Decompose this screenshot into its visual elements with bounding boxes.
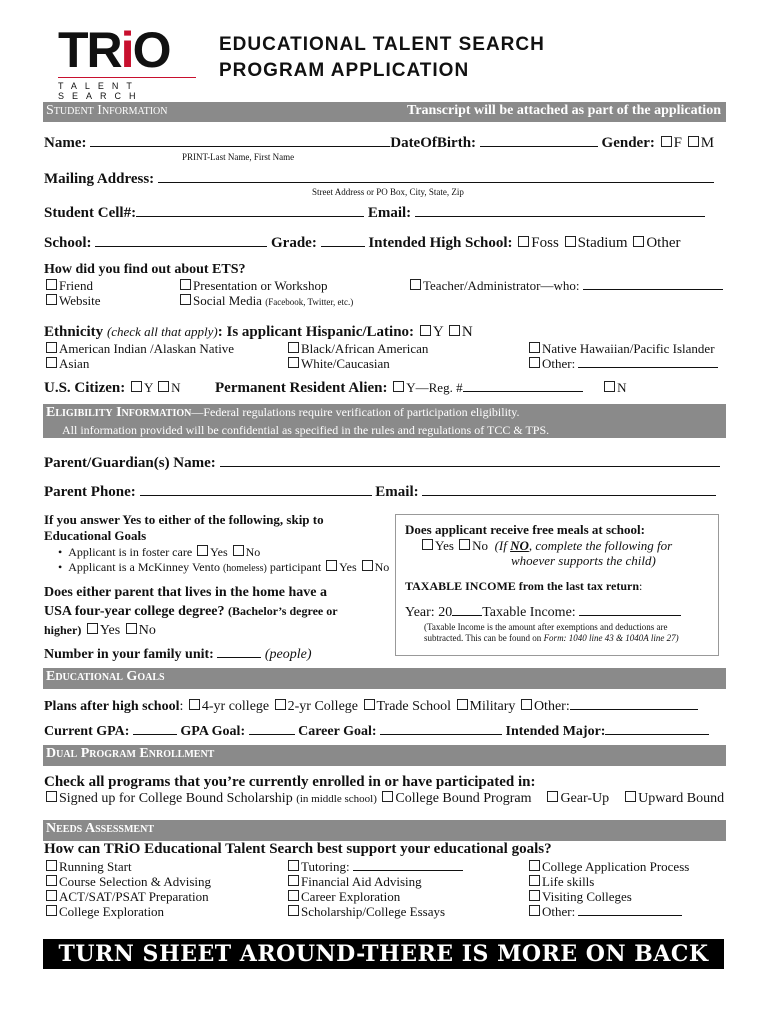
guardian-field[interactable]	[220, 454, 720, 467]
mckinney-yes-label: Yes	[339, 560, 357, 574]
guardian-label: Parent/Guardian(s) Name:	[44, 455, 216, 471]
income-label: Taxable Income:	[482, 605, 576, 620]
meals-no-checkbox[interactable]	[459, 539, 470, 550]
hispanic-yes-label: Y	[432, 324, 444, 340]
needs-item-label: Financial Aid Advising	[301, 874, 422, 889]
cbs-label: Signed up for College Bound Scholarship	[59, 791, 293, 806]
needs-col2	[286, 859, 463, 919]
cell-label: Student Cell#:	[44, 205, 137, 221]
needs-col1	[44, 859, 211, 919]
resident-row	[215, 380, 626, 397]
eth-other	[527, 356, 718, 372]
needs-item-label: Course Selection & Advising	[59, 874, 212, 889]
find-social-note: (Facebook, Twitter, etc.)	[265, 297, 354, 307]
foster-label: Applicant is in foster care	[68, 545, 193, 559]
degree-question-line1: Does either parent that lives in the home have a	[44, 585, 327, 600]
needs-application-checkbox[interactable]	[529, 860, 540, 871]
grade-field[interactable]	[321, 234, 365, 247]
page-title-line1: EDUCATIONAL TALENT SEARCH	[219, 34, 545, 55]
school-label: School:	[44, 235, 92, 251]
major-label: Intended Major:	[505, 724, 606, 739]
foster-row: • Applicant is in foster care Yes No	[58, 545, 261, 559]
resident-no-checkbox[interactable]	[604, 381, 615, 392]
needs-item	[527, 859, 689, 874]
needs-college-exploration-checkbox[interactable]	[46, 905, 57, 916]
needs-item	[527, 904, 689, 919]
degree-yes-checkbox[interactable]	[87, 623, 98, 634]
hs-other-checkbox[interactable]	[633, 236, 644, 247]
address-row	[44, 170, 714, 188]
mckinney-no-checkbox[interactable]	[362, 560, 373, 571]
needs-other-field[interactable]	[578, 905, 682, 916]
citizen-yes-checkbox[interactable]	[131, 381, 142, 392]
plans-military-label: Military	[469, 699, 516, 714]
meals-no-label: No	[472, 538, 489, 553]
needs-item-label: Running Start	[59, 859, 132, 874]
dual-question: Check all programs that you’re currently enrolled in or have participated in:	[44, 774, 536, 790]
gender-f-checkbox[interactable]	[661, 136, 672, 147]
find-presentation-checkbox[interactable]	[180, 279, 191, 290]
cbp-label: College Bound Program	[395, 791, 532, 806]
degree-no-label: No	[138, 623, 156, 638]
needs-other-checkbox[interactable]	[529, 905, 540, 916]
hs-stadium-checkbox[interactable]	[565, 236, 576, 247]
hs-stadium-label: Stadium	[577, 235, 628, 251]
plans-2yr-label: 2-yr College	[287, 699, 358, 714]
needs-life-skills-checkbox[interactable]	[529, 875, 540, 886]
needs-running-start-checkbox[interactable]	[46, 860, 57, 871]
goals-bar	[43, 668, 726, 689]
skip-question-line1: If you answer Yes to either of the following, skip to	[44, 512, 324, 527]
guardian-row	[44, 454, 720, 472]
needs-col3	[527, 859, 689, 919]
plans-row: Plans after high school: 4-yr college 2-yr College Trade School Military Other:	[44, 697, 698, 715]
career-goal-field[interactable]	[380, 722, 502, 735]
income-note2-text: subtracted. This can be found on	[424, 633, 542, 643]
resident-yes-checkbox[interactable]	[393, 381, 404, 392]
needs-item-label: ACT/SAT/PSAT Preparation	[59, 889, 209, 904]
participant-label: participant	[269, 560, 322, 574]
income-field[interactable]	[579, 605, 681, 616]
find-teacher-checkbox[interactable]	[410, 279, 421, 290]
family-unit: (people)	[264, 647, 312, 662]
plans-trade-label: Trade School	[376, 699, 452, 714]
upward-checkbox[interactable]	[625, 791, 636, 802]
turn-sheet-banner: TURN SHEET AROUND-THERE IS MORE ON BACK	[43, 939, 724, 969]
plans-2yr-checkbox[interactable]	[275, 699, 286, 710]
meals-yes-label: Yes	[435, 538, 454, 553]
eth-other-checkbox[interactable]	[529, 357, 540, 368]
eth-white	[286, 356, 390, 372]
name-hint: PRINT-Last Name, First Name	[182, 152, 295, 162]
hs-other-label: Other	[646, 235, 681, 251]
family-row	[44, 645, 312, 663]
name-row	[44, 134, 714, 152]
plans-4yr-label: 4-yr college	[201, 699, 270, 714]
plans-other-field[interactable]	[570, 697, 698, 710]
find-social	[178, 293, 353, 309]
needs-financial-aid-checkbox[interactable]	[288, 875, 299, 886]
confidential-note: All information provided will be confidential as specified in the rules and regulations of TCC & TPS.	[62, 423, 550, 437]
dob-label: DateOfBirth:	[390, 135, 477, 151]
transcript-note: Transcript will be attached as part of the application	[407, 103, 721, 118]
needs-title: Needs Assessment	[46, 821, 154, 836]
income-note1: (Taxable Income is the amount after exemptions and deductions are	[424, 622, 668, 632]
student-info-title: Student Information	[46, 103, 168, 118]
parent-email-field[interactable]	[422, 483, 716, 496]
needs-item	[527, 889, 689, 904]
taxable-title: TAXABLE INCOME from the last tax return:	[405, 579, 643, 593]
year-label: Year: 20	[405, 605, 453, 620]
degree-yes-label: Yes	[99, 623, 121, 638]
find-website-label: Website	[59, 293, 101, 308]
dual-options	[44, 791, 724, 807]
find-friend-checkbox[interactable]	[46, 279, 57, 290]
eth-am-indian-checkbox[interactable]	[46, 342, 57, 353]
find-social-label: Social Media	[193, 293, 262, 308]
skip-question	[44, 512, 324, 544]
needs-item	[286, 874, 463, 889]
ethnicity-row	[44, 324, 473, 341]
tutoring-field[interactable]	[353, 860, 463, 871]
needs-item-label: Life skills	[542, 874, 595, 889]
parent-phone-label: Parent Phone:	[44, 484, 136, 500]
eth-hawaiian-label: Native Hawaiian/Pacific Islander	[542, 341, 715, 356]
needs-item	[286, 904, 463, 919]
year-field[interactable]	[452, 605, 482, 616]
logo-subtitle: TALENT SEARCH	[58, 81, 144, 101]
plans-label: Plans after high school	[44, 699, 180, 714]
foster-no-label: No	[245, 545, 261, 559]
hs-label: Intended High School:	[368, 235, 513, 251]
needs-item-label: Scholarship/College Essays	[301, 904, 446, 919]
meals-yes-checkbox[interactable]	[422, 539, 433, 550]
resident-yes-label: Y—Reg. #	[406, 380, 463, 395]
eligibility-heading	[46, 405, 519, 421]
meals-no-emph: NO	[510, 538, 529, 553]
eth-black-label: Black/African American	[301, 341, 429, 356]
degree-question	[44, 584, 384, 640]
parent-phone-row	[44, 483, 716, 501]
mckinney-row: • Applicant is a McKinney Vento (homeless) participant Yes No	[58, 560, 390, 574]
find-website-checkbox[interactable]	[46, 294, 57, 305]
needs-item	[286, 889, 463, 904]
needs-item	[44, 874, 211, 889]
eth-asian-label: Asian	[59, 356, 90, 371]
needs-visiting-checkbox[interactable]	[529, 890, 540, 901]
meals-if: (If	[494, 538, 507, 553]
email-field[interactable]	[415, 204, 705, 217]
cbs-note: (in middle school)	[296, 793, 377, 805]
name-field[interactable]	[90, 134, 390, 147]
resident-label: Permanent Resident Alien:	[215, 380, 388, 396]
gearup-checkbox[interactable]	[547, 791, 558, 802]
eth-asian-checkbox[interactable]	[46, 357, 57, 368]
parent-email-label: Email:	[375, 484, 419, 500]
needs-scholarship-checkbox[interactable]	[288, 905, 299, 916]
needs-item-label: College Exploration	[59, 904, 165, 919]
hs-foss-label: Foss	[531, 235, 559, 251]
needs-act-checkbox[interactable]	[46, 890, 57, 901]
degree-note-end: higher)	[44, 623, 82, 637]
email-label: Email:	[367, 205, 412, 221]
gpa-row	[44, 722, 709, 740]
meals-rest2: whoever supports the child)	[511, 553, 656, 568]
address-hint: Street Address or PO Box, City, State, Zip	[312, 187, 464, 197]
find-teacher-field[interactable]	[583, 279, 723, 290]
family-field[interactable]	[217, 645, 261, 658]
find-presentation	[178, 278, 327, 294]
skip-question-line2: Educational Goals	[44, 528, 147, 543]
dual-title: Dual Program Enrollment	[46, 746, 215, 761]
resident-reg-field[interactable]	[463, 381, 583, 392]
foster-no-checkbox[interactable]	[233, 545, 244, 556]
name-label: Name:	[44, 135, 87, 151]
plans-military-checkbox[interactable]	[457, 699, 468, 710]
cbs-checkbox[interactable]	[46, 791, 57, 802]
find-friend-label: Friend	[59, 278, 93, 293]
gearup-label: Gear-Up	[560, 791, 610, 806]
eligibility-note: —Federal regulations require verification of participation eligibility.	[191, 405, 520, 419]
eth-black-checkbox[interactable]	[288, 342, 299, 353]
hispanic-no-label: N	[461, 324, 473, 340]
eth-white-label: White/Caucasian	[301, 356, 390, 371]
cell-field[interactable]	[136, 204, 364, 217]
income-row	[405, 605, 681, 621]
eth-am-indian-label: American Indian /Alaskan Native	[59, 341, 235, 356]
degree-question-line2: USA four-year college degree?	[44, 604, 225, 619]
gpa-goal-field[interactable]	[249, 722, 295, 735]
gpa-field[interactable]	[133, 722, 177, 735]
citizen-row	[44, 380, 181, 397]
dual-bar	[43, 745, 726, 766]
logo-text: TRiO	[58, 22, 170, 78]
ethnicity-note: (check all that apply)	[106, 324, 218, 339]
needs-bar	[43, 820, 726, 841]
foster-yes-checkbox[interactable]	[197, 545, 208, 556]
logo	[58, 22, 198, 101]
income-note2	[424, 633, 679, 643]
plans-other-label: Other:	[533, 699, 570, 714]
find-question: How did you find out about ETS?	[44, 262, 246, 277]
needs-course-checkbox[interactable]	[46, 875, 57, 886]
meals-rest: , complete the following for	[528, 538, 673, 553]
plans-other-checkbox[interactable]	[521, 699, 532, 710]
resident-no-label: N	[617, 380, 627, 395]
mckinney-yes-checkbox[interactable]	[326, 560, 337, 571]
hispanic-no-checkbox[interactable]	[449, 325, 460, 336]
grade-label: Grade:	[271, 235, 317, 251]
eth-black	[286, 341, 428, 357]
family-label: Number in your family unit:	[44, 647, 214, 662]
gpa-goal-label: GPA Goal:	[180, 724, 246, 739]
school-field[interactable]	[95, 234, 267, 247]
free-meals-box	[395, 514, 719, 656]
needs-tutoring-checkbox[interactable]	[288, 860, 299, 871]
mckinney-no-label: No	[374, 560, 390, 574]
taxable-title-text: TAXABLE INCOME from the last tax return	[405, 579, 639, 593]
find-friend	[44, 278, 93, 294]
needs-question: How can TRiO Educational Talent Search best support your educational goals?	[44, 841, 552, 857]
citizen-no-checkbox[interactable]	[158, 381, 169, 392]
eligibility-bar	[43, 404, 726, 438]
goals-title: Educational Goals	[46, 669, 165, 684]
gender-label: Gender:	[601, 135, 655, 151]
parent-phone-field[interactable]	[140, 483, 372, 496]
eth-hawaiian-checkbox[interactable]	[529, 342, 540, 353]
gender-m-label: M	[700, 135, 715, 151]
eth-hawaiian	[527, 341, 715, 357]
dob-field[interactable]	[480, 134, 598, 147]
school-row	[44, 234, 681, 252]
gpa-label: Current GPA:	[44, 724, 130, 739]
needs-item	[286, 859, 463, 874]
gender-m-checkbox[interactable]	[688, 136, 699, 147]
needs-item-label: Visiting Colleges	[542, 889, 632, 904]
needs-career-checkbox[interactable]	[288, 890, 299, 901]
foster-yes-label: Yes	[210, 545, 228, 559]
eth-am-indian	[44, 341, 234, 357]
career-goal-label: Career Goal:	[298, 724, 377, 739]
ethnicity-label: Ethnicity	[44, 324, 104, 340]
eligibility-title: Eligibility Information	[46, 405, 192, 420]
meals-question: Does applicant receive free meals at school:	[405, 522, 645, 537]
needs-item-label: Other:	[542, 904, 576, 919]
needs-item	[44, 859, 211, 874]
needs-item-label: Career Exploration	[301, 889, 401, 904]
upward-label: Upward Bound	[638, 791, 725, 806]
find-teacher-label: Teacher/Administrator—who:	[423, 278, 580, 293]
eth-other-label: Other:	[542, 356, 576, 371]
address-label: Mailing Address:	[44, 171, 155, 187]
degree-note: (Bachelor’s degree or	[228, 604, 338, 618]
needs-item-label: College Application Process	[542, 859, 690, 874]
major-field[interactable]	[605, 722, 709, 735]
needs-item-label: Tutoring:	[301, 859, 350, 874]
homeless-note: (homeless)	[222, 563, 267, 574]
cell-row	[44, 204, 705, 222]
citizen-yes-label: Y	[144, 380, 153, 395]
meals-answer	[420, 538, 672, 554]
page-title-line2: PROGRAM APPLICATION	[219, 60, 470, 81]
needs-item	[44, 889, 211, 904]
eth-white-checkbox[interactable]	[288, 357, 299, 368]
degree-no-checkbox[interactable]	[126, 623, 137, 634]
citizen-label: U.S. Citizen:	[44, 380, 126, 396]
find-presentation-label: Presentation or Workshop	[193, 278, 328, 293]
eth-other-field[interactable]	[578, 357, 718, 368]
plans-4yr-checkbox[interactable]	[189, 699, 200, 710]
find-website	[44, 293, 101, 309]
plans-trade-checkbox[interactable]	[364, 699, 375, 710]
hispanic-question: : Is applicant Hispanic/Latino:	[217, 324, 415, 340]
needs-item	[44, 904, 211, 919]
needs-item	[527, 874, 689, 889]
student-info-bar	[43, 102, 726, 122]
cbp-checkbox[interactable]	[382, 791, 393, 802]
hs-foss-checkbox[interactable]	[518, 236, 529, 247]
citizen-no-label: N	[171, 380, 181, 395]
gender-f-label: F	[673, 135, 682, 151]
income-form: Form: 1040 line 43 & 1040A line 27)	[543, 633, 679, 643]
find-social-checkbox[interactable]	[180, 294, 191, 305]
mckinney-label: Applicant is a McKinney Vento	[68, 560, 220, 574]
eth-asian	[44, 356, 89, 372]
hispanic-yes-checkbox[interactable]	[420, 325, 431, 336]
address-field[interactable]	[158, 170, 714, 183]
find-teacher	[408, 278, 723, 294]
